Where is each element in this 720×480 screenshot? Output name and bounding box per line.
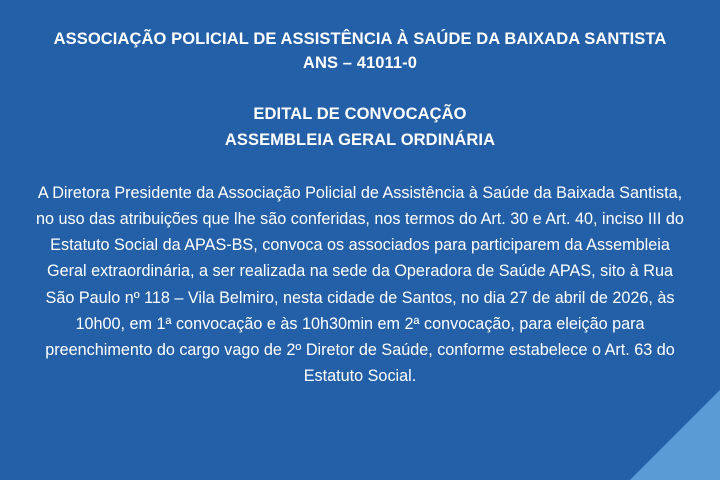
ans-registration-code: ANS – 41011-0 — [302, 54, 418, 73]
header-block — [22, 28, 698, 153]
corner-accent-triangle — [630, 390, 720, 480]
assembly-type-title: ASSEMBLEIA GERAL ORDINÁRIA — [224, 130, 496, 149]
notice-type-title: EDITAL DE CONVOCAÇÃO — [253, 104, 467, 123]
organization-name: ASSOCIAÇÃO POLICIAL DE ASSISTÊNCIA À SAÚDE DA BAIXADA SANTISTA — [53, 30, 667, 48]
notice-body-text: A Diretora Presidente da Associação Policial de Assistência à Saúde da Baixada Santista, no uso das atribuições que lhe são conferidas, nos termos do Art. 30 e Art. 40, inciso III do Estatuto Social da APAS-BS, convoca os associados para participarem da Assembleia Geral extraordinária, a ser realizada na sede da Operadora de Saúde APAS, sito à Rua São Paulo nº 118 – Vila Belmiro, nesta cidade de Santos, no dia 27 de abril de 2026, às 10h00, em 1ª convocação e às 10h30min em 2ª convocação, para eleição para preenchimento do cargo vago de 2º Diretor de Saúde, conforme estabelece o Art. 63 do Estatuto Social. — [36, 183, 684, 386]
